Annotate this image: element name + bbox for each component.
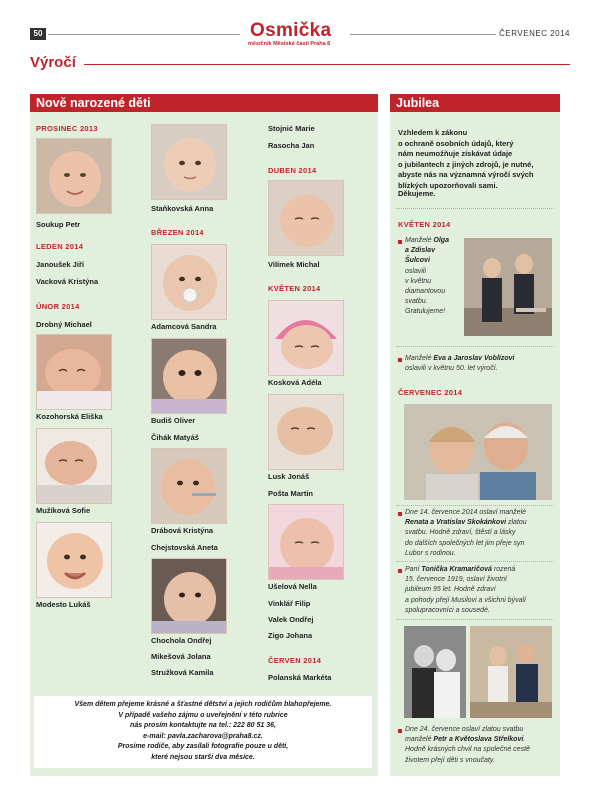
intro-line: blízkých upozorňovali sami. (398, 180, 498, 190)
entry-text: . (523, 736, 526, 744)
couple-photo (470, 626, 552, 718)
entry-name: Tonička Kramaričová (421, 566, 492, 573)
baby-photo (268, 394, 344, 470)
newborns-note (34, 696, 372, 768)
child-name: Vinklář Filip (268, 599, 311, 608)
intro-line: o ochraně osobních údajů, který (398, 138, 514, 148)
child-name: Vacková Kristýna (36, 277, 99, 286)
jubilee-entry (405, 236, 465, 318)
page-header (0, 0, 600, 48)
magazine-logo: Osmička (250, 20, 332, 41)
wedding-photo (404, 626, 466, 718)
entry-line: jubileum 95 let. Hodně zdraví (405, 586, 496, 594)
baby-photo (36, 138, 112, 214)
section-rule (84, 64, 570, 65)
child-name: Janoušek Jiří (36, 260, 84, 269)
note-line: Prosíme rodiče, aby zasílali fotografie pouze u dětí, (117, 743, 289, 750)
entry-text: rozená (491, 566, 516, 573)
entry-name: Šulcovi (405, 257, 430, 265)
entry-line: oslavili (405, 267, 427, 275)
entry-line: spolupracovníci a sousedé. (405, 606, 490, 614)
baby-photo (268, 180, 344, 256)
child-name: Valek Ondřej (268, 615, 314, 624)
entry-text: Manželé (405, 237, 434, 244)
note-line: které nejsou starší dva měsíce. (151, 753, 255, 761)
entry-line: Dne 24. července oslaví zlatou svatbu (405, 726, 524, 733)
bullet-icon (398, 729, 402, 733)
magazine-subtitle: měsíčník Městské části Praha 8 (248, 41, 331, 47)
entry-line: Lubor s rodinou. (405, 549, 456, 557)
entry-text: Manželé (405, 355, 434, 362)
child-name: Rasocha Jan (268, 141, 315, 150)
bullet-icon (398, 569, 402, 573)
note-line: e-mail: pavla.zacharova@praha8.cz. (143, 732, 263, 740)
note-line: nás prosím kontaktujte na tel.: 222 80 51 36, (130, 722, 276, 729)
entry-line (405, 354, 557, 364)
child-name: Modesto Lukáš (36, 600, 91, 609)
child-name: Staňkovská Anna (151, 204, 214, 213)
child-name: Polanská Markéta (268, 673, 332, 682)
baby-photo (151, 338, 227, 414)
divider (396, 346, 554, 348)
issue-date: ČERVENEC 2014 (499, 29, 570, 38)
child-name: Kozohorská Eliška (36, 412, 103, 421)
jubilee-entry (405, 508, 557, 559)
entry-text: Paní (405, 566, 422, 573)
entry-text: manželé (405, 736, 434, 744)
month-label: DUBEN 2014 (268, 166, 317, 175)
bullet-icon (398, 240, 402, 244)
month-label: KVĚTEN 2014 (398, 220, 451, 229)
entry-line: 15. července 1919, oslaví životní (405, 576, 507, 584)
child-name: Soukup Petr (36, 220, 81, 229)
couple-photo (404, 404, 552, 500)
child-name: Zigo Johana (268, 631, 313, 640)
entry-line: oslavili v květnu 50. let výročí. (405, 365, 498, 373)
intro-line: o jubilantech z jiných zdrojů, je nutné, (398, 159, 534, 169)
jubilee-heading: Jubilea (390, 94, 560, 112)
entry-name: Renata a Vratislav Skokánkovi (405, 519, 507, 527)
divider (396, 561, 554, 563)
note-line: Všem dětem přejeme krásné a šťastné dětství a jejich rodičům blahopřejeme. (74, 701, 332, 708)
month-label: KVĚTEN 2014 (268, 284, 321, 293)
intro-line: abyste nás na významná výročí svých (398, 170, 534, 180)
entry-line: Hodně krásných chvil na společné cestě (405, 746, 530, 754)
entry-line: svatbu. (405, 298, 428, 306)
child-name: Mikešová Jolana (151, 652, 211, 661)
child-name: Stružková Kamila (151, 668, 214, 677)
child-name: Chejstovská Aneta (151, 543, 218, 552)
entry-line: svatbu. Hodně zdraví, štěstí a lásky (405, 529, 516, 537)
entry-text: zlatou (506, 519, 527, 527)
section-title: Výročí (30, 54, 76, 71)
entry-name: Petr a Květoslava Střelkovi (433, 736, 524, 744)
child-name: Pošta Martin (268, 489, 314, 498)
child-name: Chochola Ondřej (151, 636, 212, 645)
month-label: PROSINEC 2013 (36, 124, 98, 133)
child-name: Ušelová Nella (268, 582, 317, 591)
baby-photo (151, 244, 227, 320)
entry-name: a Zdislav (405, 247, 435, 255)
jubilee-entry (405, 354, 557, 374)
child-name: Lusk Jonáš (268, 472, 310, 481)
intro-line: Vzhledem k zákonu (398, 128, 468, 137)
entry-line (405, 735, 557, 745)
entry-name: Eva a Jaroslav Voblízovi (433, 355, 515, 362)
bullet-icon (398, 512, 402, 516)
divider (396, 208, 554, 210)
divider (396, 505, 554, 507)
child-name: Čihák Matyáš (151, 433, 199, 442)
child-name: Vilímek Michal (268, 260, 320, 269)
entry-line: Dne 14. července 2014 oslaví manželé (405, 509, 527, 516)
baby-photo (268, 300, 344, 376)
entry-line (405, 236, 465, 246)
jubilee-entry (405, 565, 557, 616)
child-name: Budiš Oliver (151, 416, 196, 425)
baby-photo (36, 334, 112, 410)
intro-line: nám neumožňuje získávat údaje (398, 149, 513, 159)
jubilee-entry (405, 725, 557, 766)
entry-line: v květnu (405, 277, 432, 285)
child-name: Drobný Michael (36, 320, 92, 329)
month-label: ČERVEN 2014 (268, 656, 322, 665)
baby-photo (151, 558, 227, 634)
divider (396, 619, 554, 621)
entry-line (405, 246, 465, 256)
header-rule-right (350, 34, 496, 35)
child-name: Kosková Adéla (268, 378, 322, 387)
bullet-icon (398, 358, 402, 362)
child-name: Drábová Kristýna (151, 526, 214, 535)
entry-line: Gratulujeme! (405, 308, 446, 316)
thanks-text: Děkujeme. (398, 189, 436, 198)
baby-photo (151, 124, 227, 200)
month-label: ÚNOR 2014 (36, 302, 80, 311)
entry-line: a pohody přejí Musilovi a všichni bývalí (405, 596, 527, 604)
entry-line: diamantovou (405, 288, 446, 296)
month-label: ČERVENEC 2014 (398, 388, 463, 397)
header-rule-left (48, 34, 240, 35)
month-label: BŘEZEN 2014 (151, 228, 204, 237)
child-name: Adamcová Sandra (151, 322, 217, 331)
entry-line: do dalších společných let jim přeje syn (405, 539, 525, 547)
note-line: V případě vašeho zájmu o uveřejnění v této rubrice (118, 711, 288, 719)
couple-photo (464, 238, 552, 336)
entry-line (405, 565, 557, 575)
child-name: Stojnić Marie (268, 124, 315, 133)
baby-photo (151, 448, 227, 524)
newborns-heading: Nově narozené děti (30, 94, 378, 112)
entry-line (405, 256, 465, 266)
baby-photo (36, 428, 112, 504)
jubilee-intro (398, 128, 554, 192)
baby-photo (36, 522, 112, 598)
entry-line (405, 518, 557, 528)
month-label: LEDEN 2014 (36, 242, 84, 251)
entry-name: Olga (433, 237, 449, 244)
entry-line: životem přejí děti s vnoučaty. (405, 756, 495, 764)
page-number: 50 (30, 28, 46, 40)
baby-photo (268, 504, 344, 580)
child-name: Mužíková Sofie (36, 506, 91, 515)
